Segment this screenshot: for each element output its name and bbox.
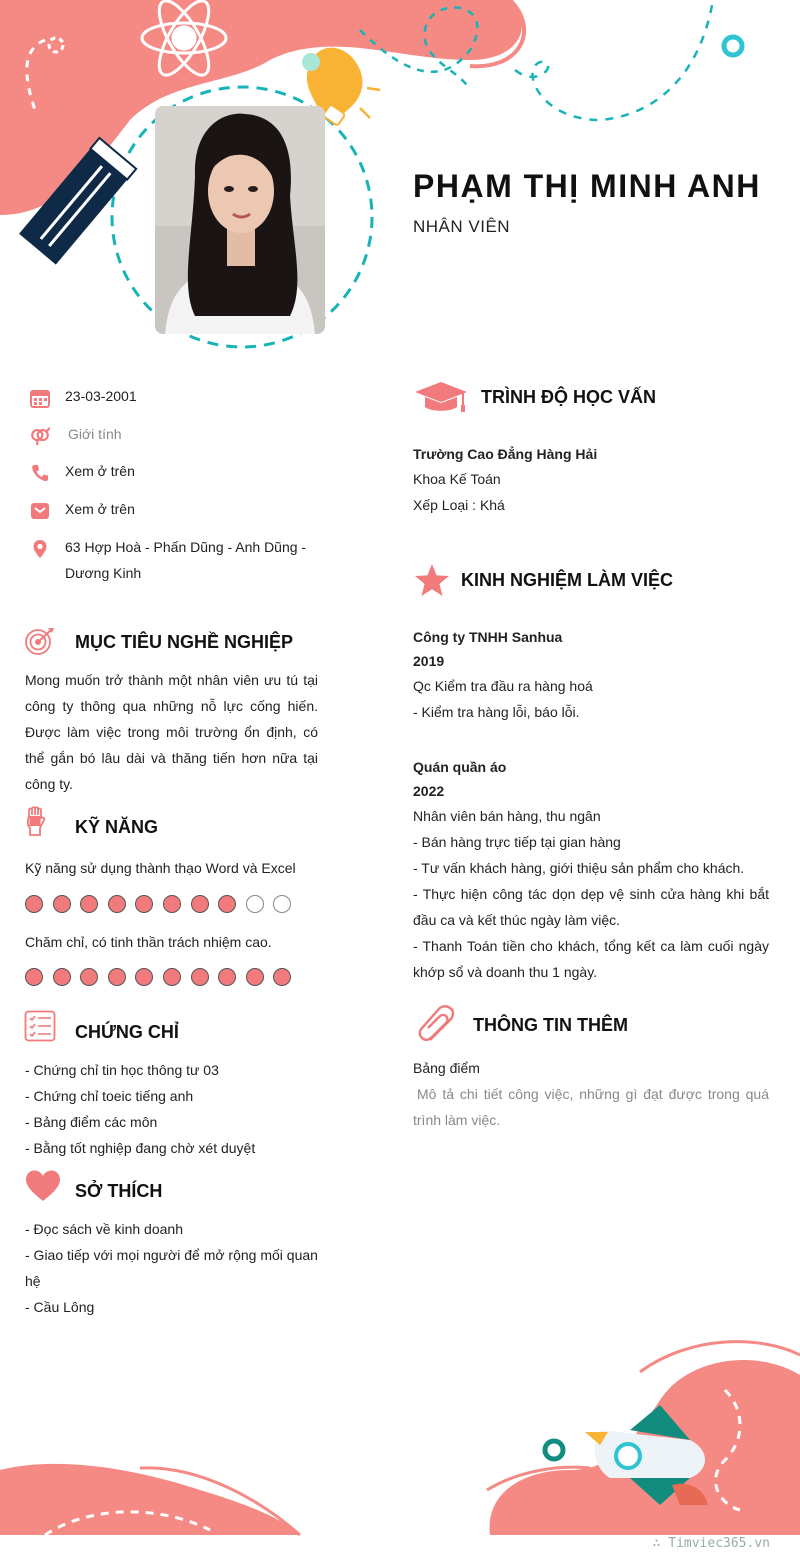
paperclip-icon	[416, 1004, 458, 1046]
rating-dot	[53, 968, 71, 986]
job-2-detail-4: - Thanh Toán tiền cho khách, tổng kết ca làm cuối ngày khớp sổ và doanh thu 1 ngày.	[413, 938, 769, 980]
phone-icon	[30, 463, 50, 483]
job-2-detail-3: - Thực hiện công tác dọn dẹp vệ sinh cửa hàng khi bắt đầu ca và kết thúc ngày làm việc.	[413, 886, 769, 928]
target-icon	[24, 626, 56, 656]
education-heading: TRÌNH ĐỘ HỌC VẤN	[481, 387, 656, 407]
rating-dot	[25, 968, 43, 986]
hand-fist-icon	[25, 806, 47, 836]
rating-dot	[218, 895, 236, 913]
email-text: Xem ở trên	[65, 501, 135, 517]
hobby-item-1: - Đọc sách về kinh doanh	[25, 1221, 183, 1237]
email-icon	[30, 501, 50, 521]
gender-text: Giới tính	[68, 426, 122, 442]
job-1-year: 2019	[413, 653, 445, 669]
rating-dot	[246, 968, 264, 986]
certificate-item-4: - Bằng tốt nghiệp đang chờ xét duyệt	[25, 1140, 256, 1156]
certificate-item-1: - Chứng chỉ tin học thông tư 03	[25, 1062, 219, 1078]
job-2-detail-2: - Tư vấn khách hàng, giới thiệu sản phẩm cho khách.	[413, 860, 745, 876]
rating-dot	[80, 968, 98, 986]
education-school: Trường Cao Đẳng Hàng Hải	[413, 446, 598, 462]
job-2-year: 2022	[413, 783, 445, 799]
graduation-cap-icon	[413, 380, 469, 414]
rating-dot	[218, 968, 236, 986]
checklist-icon	[24, 1010, 56, 1042]
skill-rating-1	[25, 895, 291, 913]
hobby-item-3: - Cầu Lông	[25, 1299, 95, 1315]
job-1-detail-1: - Kiểm tra hàng lỗi, báo lỗi.	[413, 704, 580, 720]
rating-dot	[163, 895, 181, 913]
job-1-position: Qc Kiểm tra đầu ra hàng hoá	[413, 678, 593, 694]
rating-dot	[135, 895, 153, 913]
experience-heading: KINH NGHIỆM LÀM VIỆC	[461, 570, 674, 590]
skill-label-1: Kỹ năng sử dụng thành thạo Word và Excel	[25, 860, 296, 876]
education-faculty: Khoa Kế Toán	[413, 471, 501, 487]
candidate-name: PHẠM THỊ MINH ANH	[413, 168, 761, 204]
education-grade: Xếp Loại : Khá	[413, 497, 505, 513]
heart-icon	[25, 1170, 61, 1202]
hobbies-heading: SỞ THÍCH	[75, 1181, 163, 1201]
rating-dot	[25, 895, 43, 913]
birthday-text: 23-03-2001	[65, 388, 137, 404]
rating-dot	[108, 895, 126, 913]
star-icon	[414, 563, 450, 597]
gender-icon	[30, 426, 50, 446]
candidate-role: NHÂN VIÊN	[413, 217, 511, 236]
skills-heading: KỸ NĂNG	[75, 817, 159, 837]
address-text: 63 Hợp Hoà - Phấn Dũng - Anh Dũng - Dương Kinh	[65, 539, 307, 581]
rating-dot	[273, 895, 291, 913]
job-2-detail-1: - Bán hàng trực tiếp tại gian hàng	[413, 834, 621, 850]
skill-rating-2	[25, 968, 291, 986]
additional-placeholder: Mô tả chi tiết công việc, những gì đạt được trong quá trình làm việc.	[413, 1086, 769, 1128]
additional-item: Bảng điểm	[413, 1060, 480, 1076]
rating-dot	[135, 968, 153, 986]
rating-dot	[108, 968, 126, 986]
objective-text: Mong muốn trở thành một nhân viên ưu tú tại công ty thông qua những nỗ lực cống hiến. Được làm việc trong môi trường ổn định, có thể gắn bó lâu dài và thăng tiến hơn nữa tại công ty.	[25, 672, 318, 792]
calendar-icon	[30, 388, 50, 408]
rating-dot	[80, 895, 98, 913]
rating-dot	[163, 968, 181, 986]
job-1-company: Công ty TNHH Sanhua	[413, 629, 563, 645]
certificates-heading: CHỨNG CHỈ	[75, 1022, 179, 1042]
additional-heading: THÔNG TIN THÊM	[473, 1015, 628, 1035]
skill-label-2: Chăm chỉ, có tinh thần trách nhiệm cao.	[25, 934, 272, 950]
job-2-company: Quán quần áo	[413, 759, 507, 775]
profile-photo	[155, 106, 325, 334]
certificate-item-3: - Bảng điểm các môn	[25, 1114, 158, 1130]
phone-text: Xem ở trên	[65, 463, 135, 479]
objective-heading: MỤC TIÊU NGHỀ NGHIỆP	[75, 632, 294, 652]
location-pin-icon	[30, 539, 50, 559]
rating-dot	[191, 968, 209, 986]
rating-dot	[191, 895, 209, 913]
watermark: ∴ Timviec365.vn	[652, 1536, 770, 1551]
certificate-item-2: - Chứng chỉ toeic tiếng anh	[25, 1088, 194, 1104]
rating-dot	[246, 895, 264, 913]
rating-dot	[273, 968, 291, 986]
hobby-item-2: - Giao tiếp với mọi người để mở rộng mối quan hệ	[25, 1247, 318, 1289]
job-2-position: Nhân viên bán hàng, thu ngân	[413, 808, 601, 824]
rating-dot	[53, 895, 71, 913]
